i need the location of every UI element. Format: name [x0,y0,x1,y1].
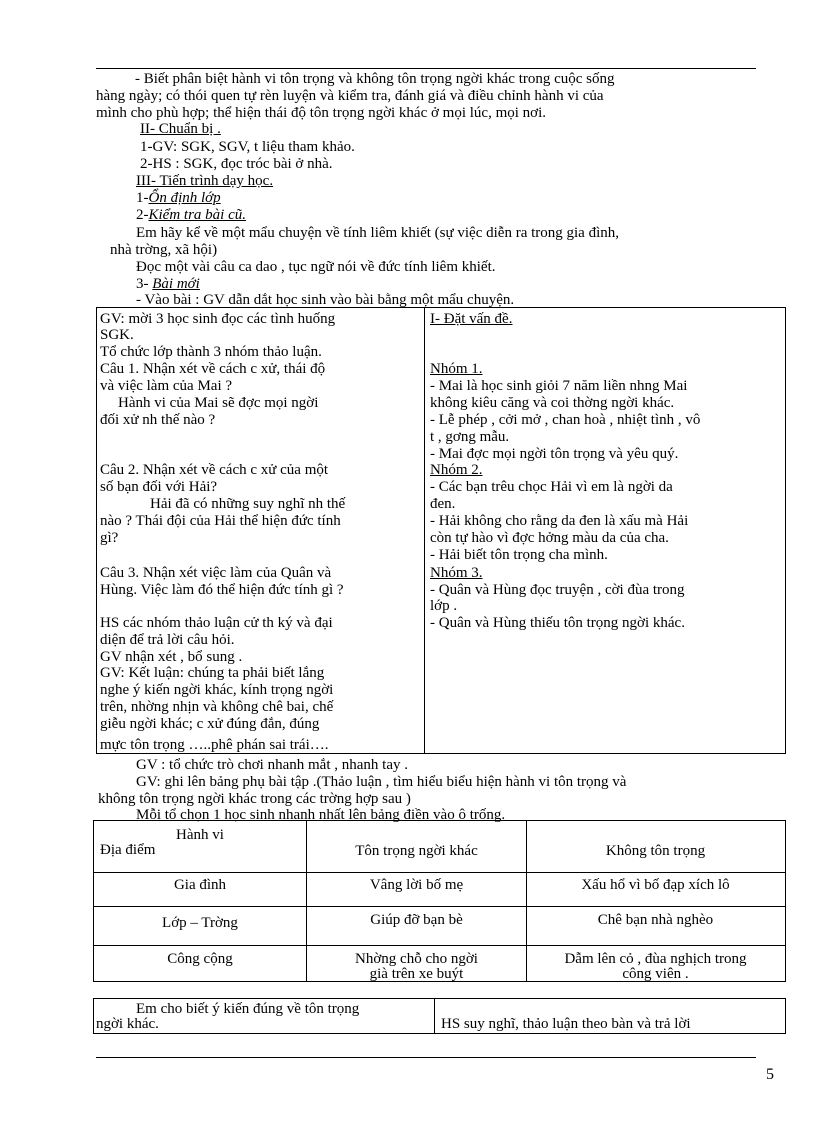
step-1-title: Ổn định lớp [148,190,221,206]
teacher-activity-line: số bạn đối với Hải? [100,479,218,495]
opinion-question: Em cho biết ý kiến đúng về tôn trọng [136,1001,360,1017]
content-line: - Mai đợc mọi ngời tôn trọng và yêu quý. [430,446,679,462]
teacher-activity-line: Hành vi của Mai sẽ đợc mọi ngời [118,395,319,411]
step-1 [136,190,221,206]
top-rule [96,68,756,69]
content-line: lớp . [430,598,458,614]
objective-line: hàng ngày; có thói quen tự rèn luyện và kiểm tra, đánh giá và điều chỉnh hành vi của [96,88,604,104]
opinion-divider [434,998,435,1033]
teacher-activity-line: Câu 3. Nhận xét việc làm của Quân và [100,565,332,581]
row-respect-cont: già trên xe buýt [369,966,464,982]
objective-line: mình cho phù hợp; thể hiện thái độ tôn trọng ngời khác ở mọi lúc, mọi nơi. [96,105,547,121]
row-disrespect-cont: công viên . [622,966,689,982]
content-line: - Lễ phép , cởi mở , chan hoà , nhiệt tình , vô [430,412,701,428]
content-line: - Các bạn trêu chọc Hải vì em là ngời da [430,479,673,495]
teacher-activity-line: HS các nhóm thảo luận cử th ký và đại [100,615,333,631]
step-2 [136,207,246,223]
content-line: còn tự hào vì đợc hởng màu da của cha. [430,530,669,546]
content-heading: Nhóm 1. [430,361,483,377]
lesson-table-divider [424,307,425,753]
content-line: - Hải biết tôn trọng cha mình. [430,547,608,563]
row-respect: Vâng lời bố mẹ [369,877,464,893]
lesson-intro: - Vào bài : GV dẫn dắt học sinh vào bài bằng một mẩu chuyện. [136,292,515,308]
review-question: nhà trờng, xã hội) [110,242,218,258]
teacher-activity-line: GV: Kết luận: chúng ta phải biết lắng [100,665,325,681]
teacher-activity-line: trên, nhờng nhịn và không chê bai, chế [100,699,334,715]
teacher-activity-line: diện để trả lời câu hỏi. [100,632,235,648]
teacher-activity-line: gì? [100,530,119,546]
content-line: không kiêu căng và coi thờng ngời khác. [430,395,675,411]
game-line: GV : tổ chức trò chơi nhanh mắt , nhanh tay . [136,757,408,773]
step-3 [136,276,200,292]
step-3-title: Bài mới [152,276,200,292]
content-line: - Quân và Hùng thiếu tôn trọng ngời khác. [430,615,685,631]
teacher-activity-line: mực tôn trọng …..phê phán sai trái…. [100,737,329,753]
content-line: - Hải không cho rằng da đen là xấu mà Hải [430,513,689,529]
teacher-activity-line: nào ? Thái đội của Hải thể hiện đức tính [100,513,341,529]
exercise-row-divider [93,906,785,907]
row-disrespect: Dẫm lên cỏ , đùa nghịch trong [564,951,747,967]
review-question: Đọc một vài câu ca dao , tục ngữ nói về đức tính liêm khiết. [136,259,496,275]
objective-line: - Biết phân biệt hành vi tôn trọng và không tôn trọng ngời khác trong cuộc sống [135,71,615,87]
opinion-answer: HS suy nghĩ, thảo luận theo bàn và trả lời [441,1016,691,1032]
teacher-activity-line: nghe ý kiến ngời khác, kính trọng ngời [100,682,334,698]
teacher-activity-line: đối xử nh thế nào ? [100,412,216,428]
content-heading: I- Đặt vấn đề. [430,311,513,327]
teacher-activity-line: Hùng. Việc làm đó thể hiện đức tính gì ? [100,582,344,598]
step-2-number: 2- [136,207,149,223]
row-place: Công cộng [167,951,233,967]
row-place: Gia đình [173,877,227,893]
content-heading: Nhóm 2. [430,462,483,478]
opinion-question-cont: ngời khác. [96,1016,159,1032]
process-heading: III- Tiến trình dạy học. [136,173,274,189]
step-1-number: 1- [136,190,149,206]
game-line: không tôn trọng ngời khác trong các trờng hợp sau ) [98,791,411,807]
step-2-title: Kiểm tra bài cũ. [148,207,246,223]
content-heading: Nhóm 3. [430,565,483,581]
content-line: - Quân và Hùng đọc truyện , cời đùa trong [430,582,685,598]
header-respect: Tôn trọng ngời khác [355,843,478,859]
header-disrespect: Không tôn trọng [605,843,706,859]
exercise-row-divider [93,945,785,946]
teacher-activity-line: giễu ngời khác; c xử đúng đắn, đúng [100,716,320,732]
header-behavior: Hành vi [176,827,224,843]
page-number: 5 [766,1066,774,1083]
row-disrespect: Chê bạn nhà nghèo [597,912,714,928]
content-line: đen. [430,496,456,512]
prep-hs: 2-HS : SGK, đọc tróc bài ở nhà. [140,156,333,172]
teacher-activity-line: Tổ chức lớp thành 3 nhóm thảo luận. [100,344,322,360]
row-respect: Nhờng chỗ cho ngời [355,951,478,967]
teacher-activity-line: và việc làm của Mai ? [100,378,233,394]
game-line: GV: ghi lên bảng phụ bài tập .(Thảo luận , tìm hiểu biểu hiện hành vi tôn trọng và [136,774,627,790]
teacher-activity-line: Câu 1. Nhận xét về cách c xử, thái độ [100,361,326,377]
teacher-activity-line: Hải đã có những suy nghĩ nh thế [150,496,346,512]
prep-gv: 1-GV: SGK, SGV, t liệu tham khảo. [140,139,355,155]
bottom-rule [96,1057,756,1058]
review-question: Em hãy kể về một mẩu chuyện về tính liêm khiết (sự việc diễn ra trong gia đình, [136,225,620,241]
header-place: Địa điểm [100,842,156,858]
step-3-number: 3- [136,276,149,292]
teacher-activity-line: GV nhận xét , bổ sung . [100,649,243,665]
exercise-row-divider [93,872,785,873]
teacher-activity-line: SGK. [100,327,134,343]
row-respect: Giúp đỡ bạn bè [370,912,463,928]
prep-heading: II- Chuẩn bị . [140,121,221,137]
row-disrespect: Xấu hổ vì bố đạp xích lô [581,877,730,893]
teacher-activity-line: Câu 2. Nhận xét về cách c xử của một [100,462,329,478]
row-place: Lớp – Trờng [162,915,238,931]
content-line: t , gơng mẫu. [430,429,510,445]
content-line: - Mai là học sinh giỏi 7 năm liền nhng Mai [430,378,688,394]
game-line: Mỗi tổ chọn 1 học sinh nhanh nhất lên bảng điền vào ô trống. [136,807,506,823]
teacher-activity-line: GV: mời 3 học sinh đọc các tình huống [100,311,336,327]
